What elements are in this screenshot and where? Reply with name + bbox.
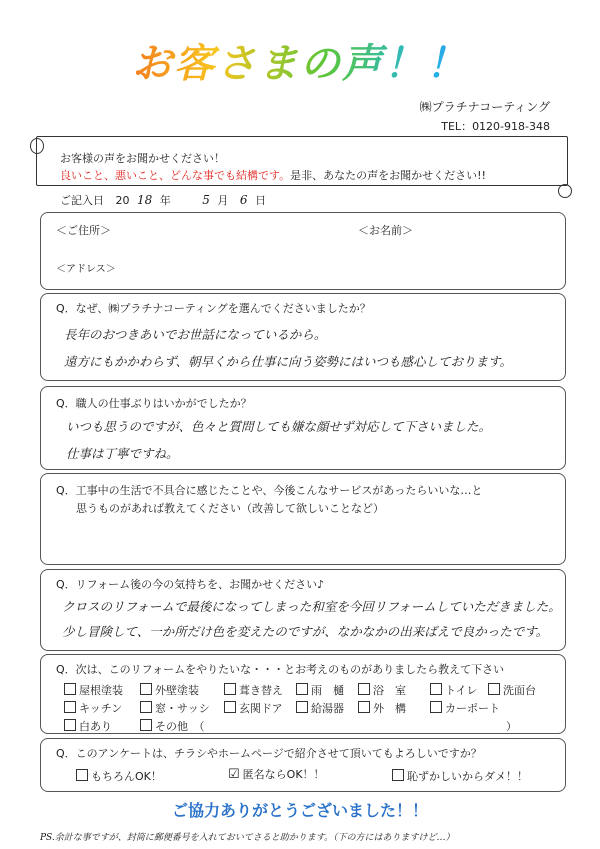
date-day: 6 — [239, 193, 248, 207]
option-water-heater[interactable]: 給湯器 — [296, 700, 344, 716]
option-anonymous-ok[interactable]: ☑ 匿名ならOK！！ — [228, 767, 325, 782]
answer-4-line-2: 少し冒険して、一か所だけ色を変えたのですが、なかなかの出来ばえで良かったです。 — [62, 624, 549, 639]
option-termite[interactable]: 白あり — [64, 718, 112, 734]
intro-line-2 — [60, 167, 486, 183]
intro-rest-text: 是非、あなたの声をお聞かせください!! — [290, 169, 486, 182]
question-3-line-2: 思うものがあれば教えてください（改善して欲しいことなど） — [76, 502, 384, 515]
checkbox-icon — [488, 683, 500, 695]
date-label: ご記入日 — [60, 194, 104, 207]
checkbox-icon — [140, 719, 152, 731]
checked-checkbox-icon: ☑ — [228, 767, 240, 782]
other-close-paren: ） — [506, 720, 517, 733]
question-4: Q．リフォーム後の今の気持ちを、お聞かせください♪ — [56, 578, 325, 591]
email-label: ＜アドレス＞ — [56, 264, 116, 275]
address-label: ＜ご住所＞ — [56, 224, 111, 237]
thanks-message: ご協力ありがとうございました！！ — [171, 801, 428, 820]
question-3-line-1: Q．工事中の生活で不具合に感じたことや、今後こんなサービスがあったらいいな…と — [56, 484, 483, 497]
checkbox-icon — [430, 701, 442, 713]
checkbox-icon — [358, 683, 370, 695]
answer-1-line-1: 長年のおつきあいでお世話になっているから。 — [64, 327, 327, 342]
answer-2-line-2: 仕事は丁寧ですね。 — [66, 446, 179, 461]
question-5: Q．次は、このリフォームをやりたいな・・・とお考えのものがありましたら教えて下さい — [56, 663, 505, 676]
checkbox-icon — [392, 769, 404, 781]
answer-1-line-2: 遠方にもかかわらず、朝早くから仕事に向う姿勢にはいつも感心しております。 — [64, 354, 513, 369]
checkbox-icon — [64, 683, 76, 695]
checkbox-icon — [224, 683, 236, 695]
intro-red-text: 良いこと、悪いこと、どんな事でも結構です。 — [60, 169, 291, 182]
checkbox-icon — [224, 701, 236, 713]
scroll-curl-right — [558, 184, 572, 198]
phone-number: TEL：0120-918-348 — [441, 120, 550, 133]
checkbox-icon — [430, 683, 442, 695]
option-wall-paint[interactable]: 外壁塗装 — [140, 682, 199, 698]
address-box — [40, 212, 566, 290]
date-year: 18 — [137, 193, 153, 207]
checkbox-icon — [358, 701, 370, 713]
option-entrance-door[interactable]: 玄関ドア — [224, 700, 283, 716]
date-month: 5 — [202, 193, 210, 207]
entry-date — [60, 192, 266, 208]
option-kitchen[interactable]: キッチン — [64, 700, 122, 716]
option-exterior[interactable]: 外 構 — [358, 700, 406, 716]
option-washstand[interactable]: 洗面台 — [488, 682, 536, 698]
option-ok[interactable]: もちろんOK！ — [76, 768, 162, 784]
date-day-unit: 日 — [255, 194, 267, 207]
checkbox-icon — [64, 719, 76, 731]
option-roof-paint[interactable]: 屋根塗装 — [64, 682, 123, 698]
checkbox-icon — [296, 701, 308, 713]
postscript-note: PS.余計な事ですが、封筒に郵便番号を入れておいてさると助かります。（下の方にはありますけど…） — [40, 833, 455, 843]
date-year-prefix: 20 — [115, 194, 130, 207]
question-1: Q．なぜ、㈱プラチナコーティングを選んでくださいましたか？ — [56, 302, 371, 315]
option-carport[interactable]: カーポート — [430, 700, 500, 716]
answer-2-line-1: いつも思うのですが、色々と質問しても嫌な顔せず対応して下さいました。 — [66, 419, 492, 434]
question-6: Q．このアンケートは、チラシやホームページで紹介させて頂いてもよろしいですか？ — [56, 747, 482, 760]
checkbox-icon — [76, 769, 88, 781]
company-name: ㈱プラチナコーティング — [419, 100, 550, 114]
option-other[interactable]: その他 （ — [140, 718, 205, 734]
intro-line-1: お客様の声をお聞かせください！ — [60, 152, 225, 165]
option-reroof[interactable]: 葺き替え — [224, 682, 283, 698]
question-2: Q．職人の仕事ぶりはいかがでしたか？ — [56, 397, 252, 410]
option-window-sash[interactable]: 窓・サッシ — [140, 700, 210, 716]
checkbox-icon — [140, 683, 152, 695]
checkbox-icon — [140, 701, 152, 713]
option-no[interactable]: 恥ずかしいからダメ！！ — [392, 768, 528, 784]
option-bathroom[interactable]: 浴 室 — [358, 682, 406, 698]
name-label: ＜お名前＞ — [358, 224, 413, 237]
date-month-unit: 月 — [217, 194, 229, 207]
option-toilet[interactable]: トイレ — [430, 682, 477, 698]
option-gutter[interactable]: 雨 樋 — [296, 682, 344, 698]
page-title: お客さまの声！！ — [0, 36, 600, 92]
checkbox-icon — [296, 683, 308, 695]
checkbox-icon — [64, 701, 76, 713]
date-year-unit: 年 — [159, 194, 171, 207]
answer-4-line-1: クロスのリフォームで最後になってしまった和室を今回リフォームしていただきました。 — [62, 599, 561, 614]
